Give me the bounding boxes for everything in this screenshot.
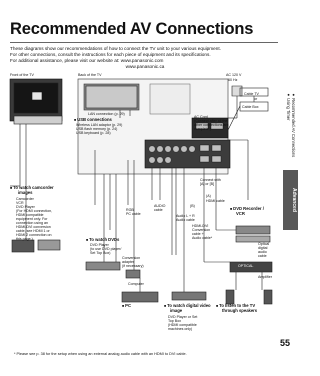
sidebar-subsection-item: ● Recommended AV Connections: [291, 92, 296, 158]
label-hdmi-dvi: Conversion: [192, 228, 211, 232]
label-dvd-item: Set Top Box): [90, 251, 111, 255]
label-rgb: PC cable: [126, 212, 141, 216]
label-digital-item: (HDMI compatible: [168, 323, 197, 327]
label-b: (B): [190, 204, 195, 208]
label-back-tv: Back of the TV: [78, 73, 102, 77]
label-computer: Computer: [128, 282, 144, 286]
speaker-image: [264, 290, 272, 304]
label-lan: LAN connection (p. 29): [88, 112, 125, 116]
label-camcorder-item: Camcorder: [16, 197, 34, 201]
label-or: or: [254, 97, 258, 101]
label-rgb: RGB: [126, 208, 134, 212]
label-camcorder-item: HDMI-DVI conversion: [16, 225, 51, 229]
label-optical: digital: [258, 246, 268, 250]
dvd-player-image: [86, 262, 120, 270]
label-audio-lr: Audio cable: [176, 218, 195, 222]
intro-line: For other connections, consult the instructions for each piece of equipment and its specifications.: [10, 52, 211, 57]
intro-line: These diagrams show our recommendations of how to connect the TV unit to your various equipment.: [10, 46, 221, 51]
speaker-image: [226, 290, 234, 304]
label-dvd-item: DVD Player: [90, 243, 109, 247]
label-optical: Optical: [258, 242, 270, 246]
intro-line: For additional assistance, please visit our website at: www.panasonic.com: [10, 58, 164, 63]
label-ac-cord: complete.): [194, 127, 211, 131]
label-camcorder-item: (For HDMI connection,: [16, 209, 53, 213]
label-dvd-recorder-heading-2: VCR: [236, 211, 245, 216]
camcorder-image: [12, 240, 34, 252]
label-hdmi-dvi: Audio cable*: [192, 236, 213, 240]
page-number: 55: [280, 338, 291, 348]
label-audio: cable: [154, 208, 163, 212]
sidebar-section-label: Advanced: [291, 188, 297, 212]
label-camcorder-item: HDMI 2 connection on: [16, 233, 52, 237]
label-usb-item: USB flash memory (p. 24): [76, 127, 118, 131]
label-connect: [A] or [B]: [200, 182, 214, 186]
label-pc: ■ PC: [122, 304, 131, 309]
label-dvd-heading: ■ To watch DVDs: [86, 238, 119, 243]
label-dvd-item: (to use DVD player/: [90, 247, 122, 251]
dvd-recorder-image: [236, 226, 270, 234]
label-conversion: Conversion: [122, 256, 141, 260]
label-conversion: adapter: [122, 260, 135, 264]
label-optical: audio: [258, 250, 267, 254]
label-hdmi-dvi: cable +: [192, 232, 204, 236]
label-audio: AUDIO: [154, 204, 166, 208]
label-camcorder-item: this page.): [16, 237, 33, 241]
label-ac-cord: other connections are: [194, 123, 229, 127]
sidebar-subsection: [286, 92, 296, 167]
label-connect: Connect with: [200, 178, 221, 182]
label-digital-item: machines only): [168, 327, 193, 331]
label-listen-heading: ■ To listen to the TV: [216, 304, 255, 309]
label-camcorder-item: equipment only. For: [16, 217, 48, 221]
intro-url: www.panasonic.ca: [125, 64, 165, 69]
label-cable-box: Cable Box: [242, 105, 259, 109]
label-usb-item: USB keyboard (p. 28): [76, 131, 111, 135]
label-conversion: (if necessary): [122, 264, 144, 268]
label-camcorder-heading: ■ To watch camcorder: [10, 186, 54, 191]
label-front-tv: Front of the TV: [10, 73, 34, 77]
label-ac-cord: (Connect after all the: [194, 119, 228, 123]
label-ac-cord: AC Cord: [194, 115, 208, 119]
label-digital-item: DVD Player or Set: [168, 315, 198, 319]
label-ac-hz: 60 Hz: [228, 78, 238, 82]
label-optical: cable: [258, 254, 267, 258]
conversion-adapter-image: [126, 270, 140, 278]
label-optical-in: OPTICAL: [238, 264, 254, 268]
label-listen-heading-2: through speakers: [222, 308, 258, 313]
label-a: (A): [206, 194, 211, 198]
footnote: * Please see p. 38 for the setup when using an external analog audio cable with an HDMI to DVI cable.: [14, 352, 187, 356]
label-camcorder-item: HDMI compatible: [16, 213, 44, 217]
label-digital-heading-2: image: [170, 308, 183, 313]
label-cable-tv: Cable TV: [244, 92, 259, 96]
page-title: Recommended AV Connections: [10, 20, 254, 38]
label-ac-120: AC 120 V: [226, 73, 242, 77]
label-hdmi-dvi: HDMI-DVI: [192, 224, 209, 228]
label-camcorder-item: connection using an: [16, 221, 48, 225]
label-hdmi-cable: HDMI cable: [206, 199, 225, 203]
computer-image: [122, 292, 158, 302]
label-dvd-recorder-heading: ■ DVD Recorder /: [230, 207, 264, 212]
label-audio-lr: Audio L + R: [176, 214, 195, 218]
label-digital-heading: ■ To watch digital video: [164, 304, 211, 309]
set-top-box-image: [172, 292, 206, 300]
label-camcorder-item: cable, see HDMI 1 or: [16, 229, 50, 233]
label-camcorder-item: VCR: [16, 201, 24, 205]
sidebar-subsection-item: ● Using Timer: [286, 92, 291, 121]
tv-front-panel-image: [14, 116, 62, 124]
label-amplifier: Amplifier: [258, 275, 272, 279]
label-camcorder-heading-2: images: [18, 190, 33, 195]
label-usb-item: Wireless LAN adaptor (p. 29): [76, 123, 123, 127]
vcr-image: [38, 240, 60, 250]
label-camcorder-item: DVD Player: [16, 205, 35, 209]
terminal-panel-image: [145, 140, 230, 168]
label-digital-item: Top Box: [168, 319, 181, 323]
label-usb-heading: ■ USB connections: [74, 118, 112, 123]
